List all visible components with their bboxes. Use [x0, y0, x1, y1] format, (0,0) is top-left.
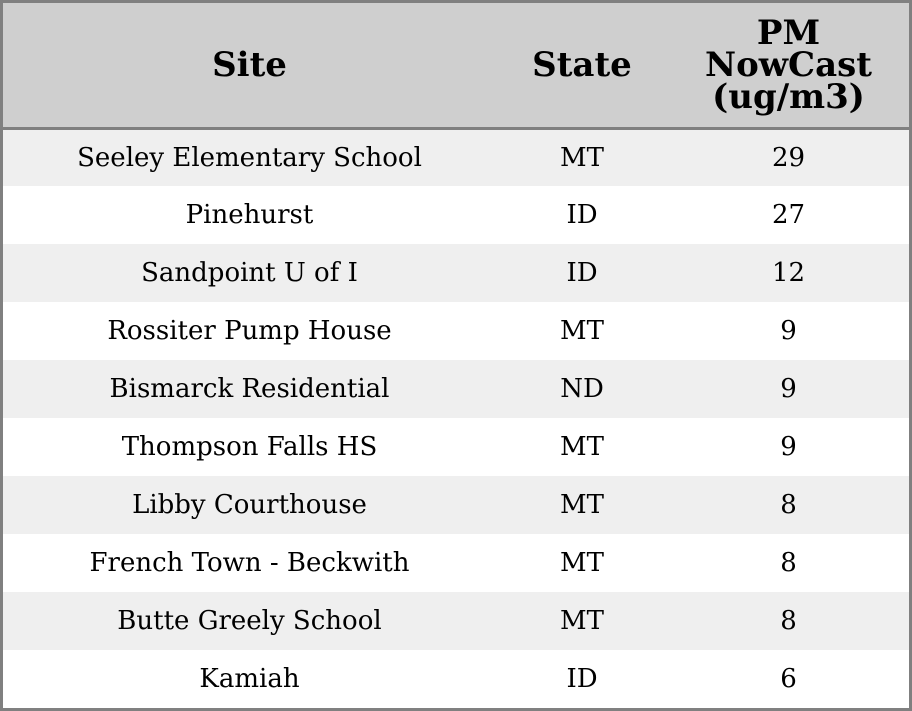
cell-site: Bismarck Residential	[109, 374, 390, 404]
cell-pm: 9	[780, 316, 797, 346]
header-pm-line1: PM	[756, 12, 821, 53]
cell-pm: 27	[771, 200, 806, 230]
cell-pm: 8	[780, 548, 797, 578]
cell-state: MT	[560, 606, 604, 636]
header-pm-line2: NowCast	[705, 44, 872, 85]
cell-site: Butte Greely School	[117, 606, 382, 636]
cell-pm: 9	[780, 374, 797, 404]
table-row	[3, 128, 909, 186]
header-state: State	[496, 3, 668, 128]
table-body	[3, 128, 909, 708]
cell-site: Libby Courthouse	[132, 490, 367, 520]
cell-site: Rossiter Pump House	[107, 316, 392, 346]
cell-state: MT	[560, 490, 604, 520]
cell-pm: 12	[771, 258, 806, 288]
table-row	[3, 534, 909, 592]
cell-pm: 6	[780, 664, 797, 694]
cell-state: MT	[560, 548, 604, 578]
cell-pm: 8	[780, 606, 797, 636]
header-pm-line3: (ug/m3)	[712, 76, 865, 117]
cell-pm: 9	[780, 432, 797, 462]
cell-pm: 29	[771, 142, 806, 173]
table-row	[3, 302, 909, 360]
cell-site: Kamiah	[199, 664, 300, 694]
table-row	[3, 592, 909, 650]
cell-state: ID	[566, 258, 598, 288]
cell-site: Sandpoint U of I	[141, 258, 358, 288]
header-row	[3, 3, 909, 128]
table-header	[3, 3, 909, 128]
cell-state: ND	[560, 374, 604, 404]
pm-nowcast-table	[3, 3, 909, 708]
header-site: Site	[3, 3, 496, 128]
cell-pm: 8	[780, 490, 797, 520]
cell-site: Thompson Falls HS	[121, 432, 378, 462]
table-row	[3, 418, 909, 476]
header-pm-nowcast	[668, 3, 909, 128]
cell-state: ID	[566, 200, 598, 230]
table-row	[3, 360, 909, 418]
cell-site: Pinehurst	[185, 200, 314, 230]
cell-state: ID	[566, 664, 598, 694]
cell-site: French Town - Beckwith	[89, 548, 410, 578]
table-row	[3, 650, 909, 708]
cell-state: MT	[560, 316, 604, 346]
table-row	[3, 476, 909, 534]
table-row	[3, 186, 909, 244]
cell-state: MT	[560, 432, 604, 462]
cell-state: MT	[560, 142, 604, 173]
table-row	[3, 244, 909, 302]
cell-site: Seeley Elementary School	[77, 142, 422, 173]
